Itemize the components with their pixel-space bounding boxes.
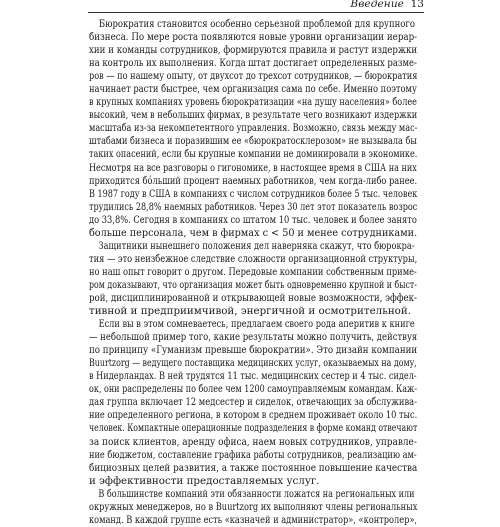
text-line: ние бюджетом, составление графика работы сотрудников, реализацию ам- xyxy=(89,448,417,461)
text-line: В 1987 году в США в компаниях с числом сотрудников более 5 тыс. человек xyxy=(89,187,418,200)
text-line: Если вы в этом сомневаетесь, предлагаем своего рода аперитив к книге xyxy=(98,318,415,331)
text-line: бизнеса. По мере роста появляются новые уровни организации иерар- xyxy=(89,31,418,44)
text-line: хии и команды сотрудников, формируются правила и растут издержки xyxy=(89,44,418,57)
text-line: ров — по нашему опыту, от двухсот до трехсот сотрудников, — бюрократия xyxy=(89,70,418,83)
text-line: ние определенного региона, в котором в среднем проживает около 10 тыс. xyxy=(89,409,418,422)
text-line: до 33,8%. Сегодня в компаниях со штатом 10 тыс. человек и более занято xyxy=(89,213,417,226)
text-line: трудились 28,8% наемных работников. Через 30 лет этот показатель возрос xyxy=(89,200,418,213)
text-line: окружных менеджеров, но в Buurtzorg их выполняют члены региональных xyxy=(89,500,418,513)
text-line: Несмотря на все разговоры о гигономике, в настоящее время в США на них xyxy=(89,161,417,174)
text-line: — небольшой пример того, какие результаты можно получить, действуя xyxy=(89,331,418,344)
text-line: но наш опыт говорит о другом. Передовые компании собственным приме- xyxy=(89,265,417,278)
text-line: команд. В каждой группе есть «казначей и администратор», «контролер», xyxy=(89,513,418,526)
text-line: ром доказывают, что организация может быть одновременно крупной и быст- xyxy=(89,278,417,291)
text-line: и эффективности предоставляемых услуг. xyxy=(89,474,320,487)
text-line: тивной и предприимчивой, энергичной и осмотрительной. xyxy=(89,305,412,318)
text-line: приходится бо́льший процент наемных работников, чем когда-либо ранее. xyxy=(89,174,418,187)
page-header xyxy=(0,0,500,14)
paragraph xyxy=(89,488,417,527)
text-line: рой, дисциплинированной и открывающей новые возможности, эффек- xyxy=(89,291,417,304)
paragraph xyxy=(89,18,417,240)
running-head: Введение xyxy=(350,0,404,10)
text-line: на контроль их выполнения. Когда штат достигает определенных разме- xyxy=(89,57,417,70)
text-line: по принципу «Гуманизм превыше бюрократии». Это дизайн компании xyxy=(89,344,418,357)
text-line: высокий, чем в небольших фирмах, в результате чего возникают издержки xyxy=(89,109,418,122)
body-text xyxy=(89,18,417,527)
text-line: больше персонала, чем в фирмах с < 50 и менее сотрудниками. xyxy=(89,226,418,239)
text-line: дая группа включает 12 медсестер и сиделок, отвечающих за обслужива- xyxy=(89,396,417,409)
paragraph xyxy=(89,240,417,318)
text-line: человек. Компактные операционные подразделения в форме команд отвечают xyxy=(89,422,418,435)
text-line: В большинстве компаний эти обязанности ложатся на региональных или xyxy=(98,487,415,500)
page-number: 13 xyxy=(410,0,424,10)
text-line: в крупных компаниях уровень бюрократизации «на душу населения» более xyxy=(89,96,417,109)
text-line: Защитники нынешнего положения дел наверняка скажут, что бюрокра- xyxy=(98,239,415,252)
text-line: бициозных целей развития, а также постоянное повышение качества xyxy=(89,461,418,474)
text-line: ок, они распределены по более чем 1200 самоуправляемым командам. Каж- xyxy=(89,383,418,396)
text-line: Buurtzorg — ведущего поставщика медицинских услуг, оказываемых на дому, xyxy=(89,357,417,370)
text-line: в Нидерландах. В ней трудятся 11 тыс. медицинских сестер и 4 тыс. сидел- xyxy=(89,370,417,383)
text-line: Бюрократия становится особенно серьезной проблемой для крупного xyxy=(98,18,415,30)
text-line: за поиск клиентов, аренду офиса, наем новых сотрудников, управле- xyxy=(89,435,417,448)
text-line: начинает расти быстрее, чем организация сама по себе. Именно поэтому xyxy=(89,83,417,96)
text-line: штабами бизнеса и поразившим ее «бюрократосклерозом» не вызывала бы xyxy=(89,135,417,148)
paragraph xyxy=(89,318,417,488)
text-line: таких опасений, если бы крупные компании не доминировали в экономике. xyxy=(89,148,418,161)
header-rule xyxy=(88,12,424,13)
text-line: тия — это неизбежное следствие сложности организационной структуры, xyxy=(89,252,418,265)
text-line: масштаба из-за некомпетентного управления. Возможно, связь между мас- xyxy=(89,122,418,135)
